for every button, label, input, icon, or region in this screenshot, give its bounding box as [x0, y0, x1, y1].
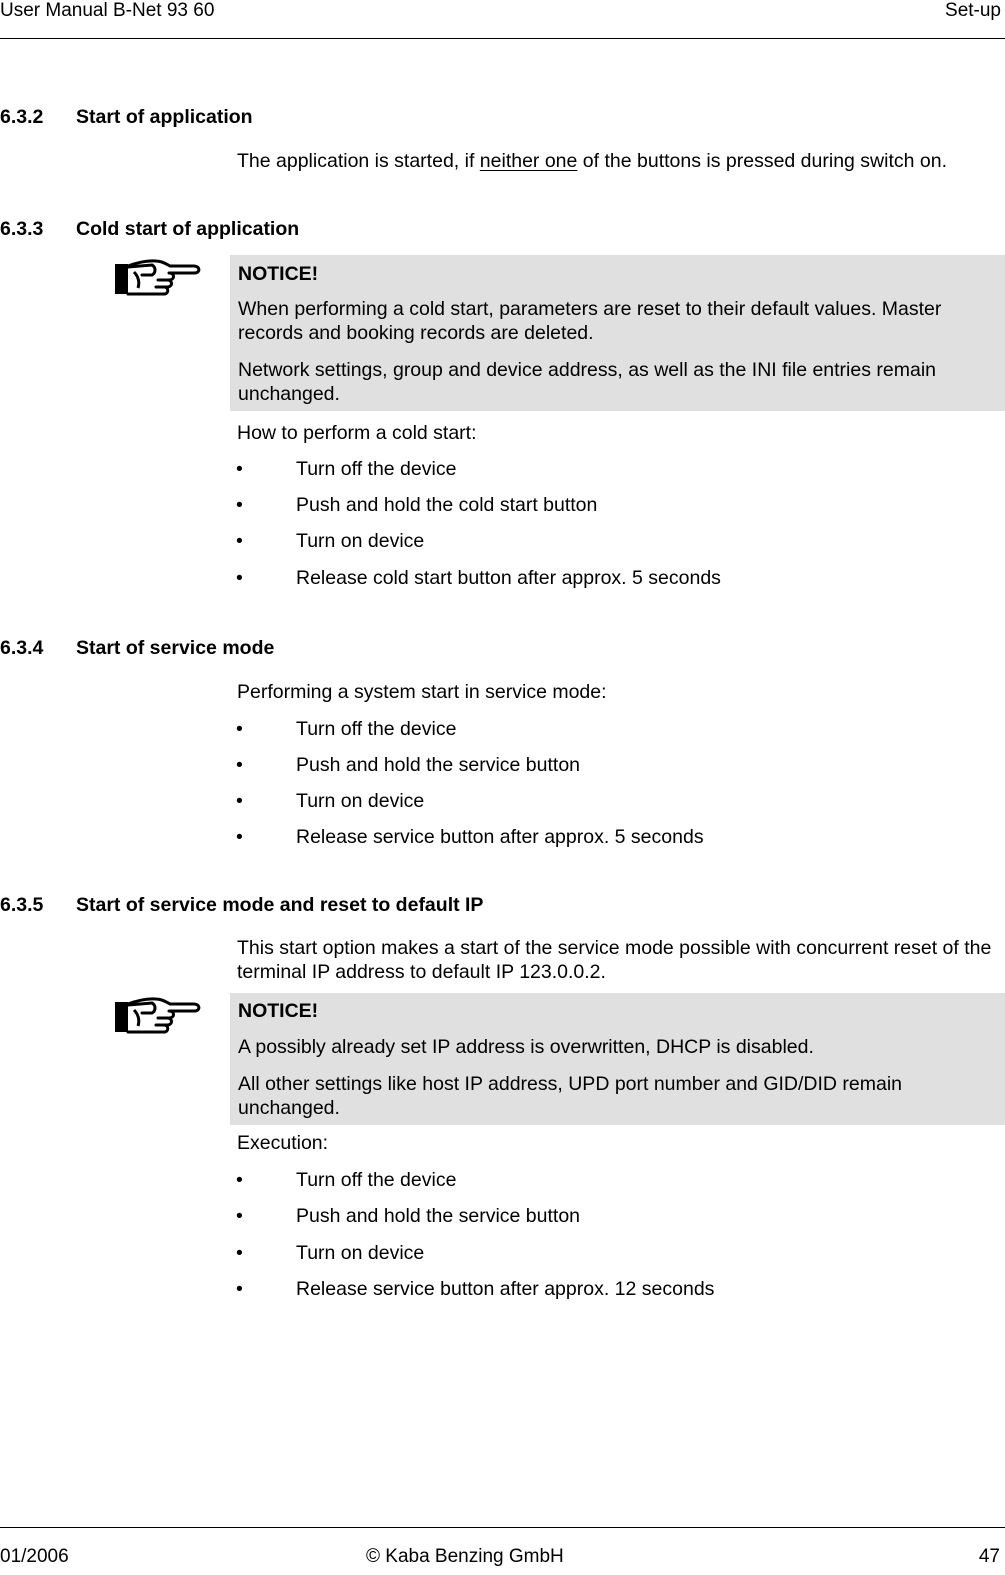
cold-start-intro: How to perform a cold start: [237, 422, 477, 444]
header-chapter: Set-up [945, 0, 1001, 21]
heading-6-3-3 [0, 217, 1000, 241]
list-item [0, 493, 1000, 517]
notice-box-reset-ip [230, 993, 1005, 1125]
pointing-hand-icon [112, 258, 202, 300]
list-item [0, 1241, 1000, 1265]
list-item [0, 753, 1000, 777]
notice-paragraph: When performing a cold start, parameters are reset to their default values. Master records and booking records are deleted. [238, 298, 942, 344]
heading-number: 6.3.2 [0, 106, 44, 128]
bullet: • [236, 567, 243, 589]
pointing-hand-icon [112, 996, 202, 1038]
footer-copyright: © Kaba Benzing GmbH [366, 1546, 564, 1567]
list-item [0, 1277, 1000, 1301]
list-item-text: Release service button after approx. 5 seconds [296, 826, 704, 848]
list-item-text: Turn off the device [296, 718, 457, 740]
footer-page-number: 47 [978, 1546, 1000, 1567]
heading-number: 6.3.3 [0, 218, 44, 240]
heading-title: Start of application [76, 106, 253, 128]
heading-number: 6.3.5 [0, 894, 44, 916]
list-item-text: Turn off the device [296, 1169, 457, 1191]
notice-paragraph: Network settings, group and device address, as well as the INI file entries remain unchanged. [238, 359, 937, 405]
execution-label: Execution: [237, 1132, 329, 1154]
bullet: • [236, 790, 243, 812]
footer-rule [0, 1527, 1005, 1528]
bullet: • [236, 458, 243, 480]
list-item [0, 457, 1000, 481]
list-item [0, 717, 1000, 741]
notice-paragraph: All other settings like host IP address, UPD port number and GID/DID remain unchanged. [238, 1073, 903, 1119]
heading-number: 6.3.4 [0, 637, 44, 659]
heading-6-3-4 [0, 636, 1000, 660]
underlined-text: neither one [479, 150, 578, 172]
bullet: • [236, 1242, 243, 1264]
heading-6-3-5 [0, 893, 1000, 917]
notice-title: NOTICE! [238, 263, 319, 285]
list-item [0, 825, 1000, 849]
notice-title: NOTICE! [238, 1000, 319, 1022]
reset-ip-intro: This start option makes a start of the service mode possible with concurrent reset of the terminal IP address to default IP 123.0.0.2. [237, 937, 992, 983]
list-item [0, 1204, 1000, 1228]
text-part: The application is started, if [237, 150, 480, 172]
header-rule [0, 38, 1005, 39]
text-part: of the buttons is pressed during switch on. [577, 150, 947, 172]
list-item-text: Release service button after approx. 12 seconds [296, 1278, 715, 1300]
bullet: • [236, 1278, 243, 1300]
list-item [0, 1168, 1000, 1192]
bullet: • [236, 826, 243, 848]
bullet: • [236, 1169, 243, 1191]
bullet: • [236, 718, 243, 740]
bullet: • [236, 494, 243, 516]
list-item [0, 529, 1000, 553]
list-item-text: Turn off the device [296, 458, 457, 480]
heading-title: Start of service mode [76, 637, 275, 659]
list-item-text: Turn on device [296, 790, 425, 812]
list-item-text: Push and hold the service button [296, 754, 581, 776]
notice-paragraph: A possibly already set IP address is overwritten, DHCP is disabled. [238, 1036, 814, 1058]
list-item-text: Turn on device [296, 530, 425, 552]
heading-title: Cold start of application [76, 218, 300, 240]
notice-box-cold-start [230, 255, 1005, 411]
heading-title: Start of service mode and reset to default IP [76, 894, 484, 916]
list-item-text: Push and hold the service button [296, 1205, 581, 1227]
bullet: • [236, 754, 243, 776]
service-mode-intro: Performing a system start in service mode: [237, 681, 607, 703]
list-item [0, 566, 1000, 590]
bullet: • [236, 1205, 243, 1227]
list-item-text: Release cold start button after approx. 5 seconds [296, 567, 721, 589]
list-item-text: Push and hold the cold start button [296, 494, 598, 516]
list-item [0, 789, 1000, 813]
header-title: User Manual B-Net 93 60 [0, 0, 215, 21]
bullet: • [236, 530, 243, 552]
list-item-text: Turn on device [296, 1242, 425, 1264]
heading-6-3-2 [0, 105, 1000, 129]
paragraph-start-application [237, 149, 947, 173]
footer-date: 01/2006 [0, 1546, 69, 1567]
